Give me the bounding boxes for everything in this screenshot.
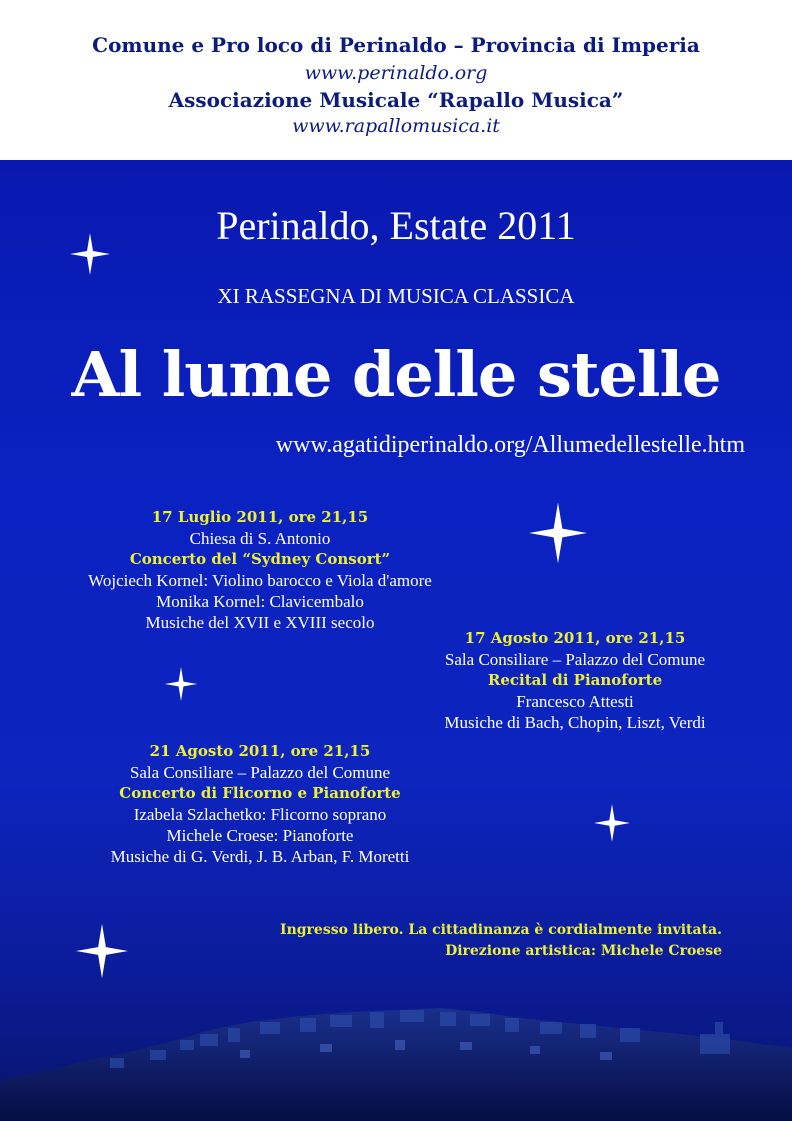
header-url-1[interactable]: www.perinaldo.org [304,62,488,84]
event-venue: Sala Consiliare – Palazzo del Comune [129,763,391,782]
poster-title: Perinaldo, Estate 2011 [216,203,576,248]
star-icon [529,502,587,564]
poster-subtitle: XI RASSEGNA DI MUSICA CLASSICA [217,284,575,308]
event-date: 17 Luglio 2011, ore 21,15 [151,508,369,526]
event-detail: Wojciech Kornel: Violino barocco e Viola d'amore [88,571,432,590]
header-organizer-1: Comune e Pro loco di Perinaldo – Provincia di Imperia [92,33,700,57]
event-detail: Michele Croese: Pianoforte [166,826,354,845]
poster-headline: Al lume delle stelle [71,338,721,411]
star-icon [164,667,198,701]
event-detail: Izabela Szlachetko: Flicorno soprano [133,805,387,824]
event-detail: Musiche di Bach, Chopin, Liszt, Verdi [444,713,706,732]
event-detail: Francesco Attesti [516,692,634,711]
town-silhouette [0,960,792,1121]
event-detail: Musiche del XVII e XVIII secolo [145,613,375,632]
header-url-2[interactable]: www.rapallomusica.it [292,115,500,137]
artistic-direction-note: Direzione artistica: Michele Croese [445,943,722,959]
event-detail: Musiche di G. Verdi, J. B. Arban, F. Moretti [110,847,410,866]
event-title: Concerto del “Sydney Consort” [129,550,391,568]
event-title: Concerto di Flicorno e Pianoforte [119,784,401,802]
event-block-2 [360,628,790,733]
event-venue: Sala Consiliare – Palazzo del Comune [444,650,706,669]
header-panel [0,0,792,160]
event-venue: Chiesa di S. Antonio [189,529,331,548]
event-detail: Monika Kornel: Clavicembalo [156,592,364,611]
header-organizer-2: Associazione Musicale “Rapallo Musica” [168,88,624,112]
event-date: 17 Agosto 2011, ore 21,15 [464,629,686,647]
event-website-link[interactable]: www.agatidiperinaldo.org/Allumedellestelle.htm [275,432,745,458]
event-block-1 [30,507,490,633]
event-title: Recital di Pianoforte [487,671,663,689]
event-block-3 [30,741,490,867]
free-entry-note: Ingresso libero. La cittadinanza è cordialmente invitata. [280,922,722,938]
star-icon [594,804,630,842]
event-date: 21 Agosto 2011, ore 21,15 [149,742,371,760]
